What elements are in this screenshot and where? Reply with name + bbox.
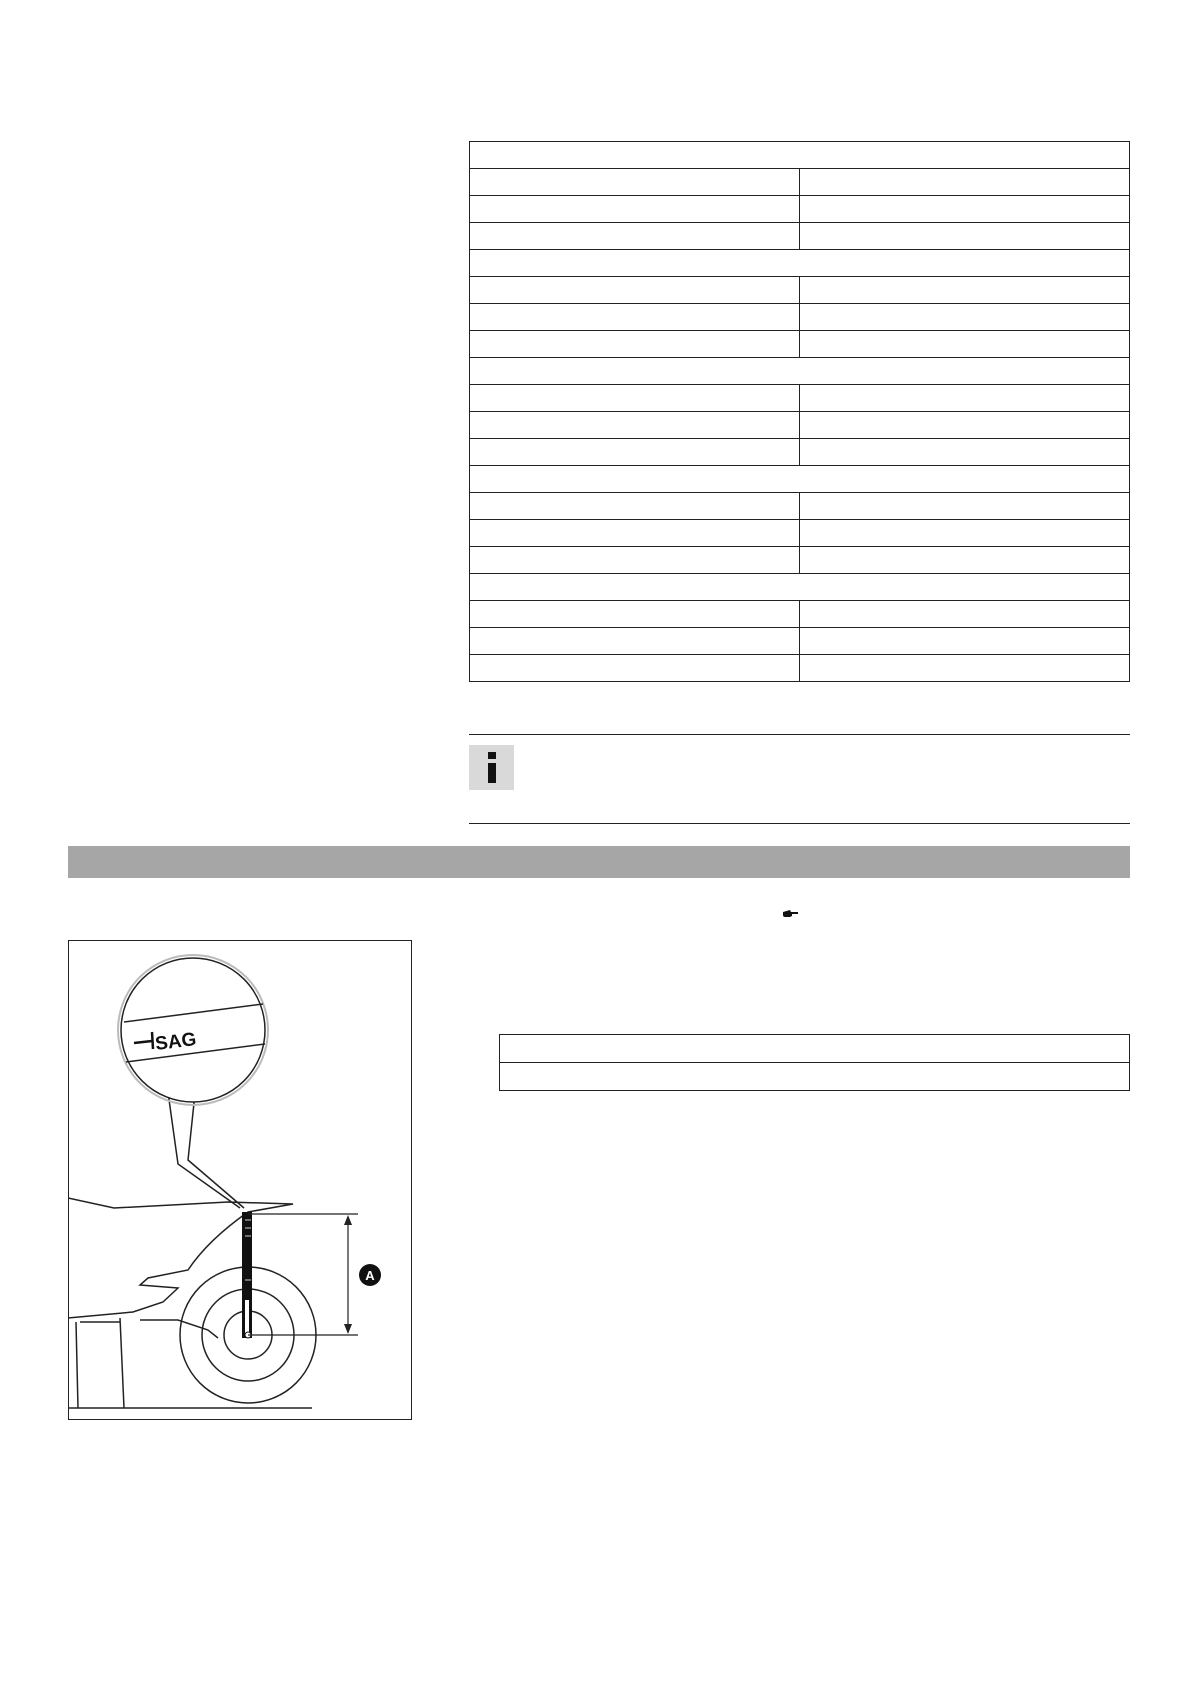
spec-table-row (470, 304, 1130, 331)
spec-table-value-cell (800, 169, 1130, 196)
spec-table-group-header (470, 250, 1130, 277)
magnifier-label: SAG (154, 1029, 198, 1055)
spec-table-row (470, 412, 1130, 439)
pointing-hand-icon (782, 907, 800, 925)
spec-table-label-cell (470, 223, 800, 250)
spec-table-value-cell (800, 439, 1130, 466)
spec-table-value-cell (800, 493, 1130, 520)
spec-table-row (470, 466, 1130, 493)
small-table-cell (500, 1063, 1130, 1091)
spec-table-label-cell (470, 628, 800, 655)
section-header-bar (68, 846, 1130, 878)
spec-table-value-cell (800, 223, 1130, 250)
spec-table-row (470, 331, 1130, 358)
spec-table (469, 141, 1130, 682)
spec-table-label-cell (470, 439, 800, 466)
spec-table-label-cell (470, 493, 800, 520)
info-divider-top (469, 734, 1130, 735)
spec-table-row (470, 250, 1130, 277)
small-table-row (500, 1063, 1130, 1091)
spec-table-label-cell (470, 655, 800, 682)
spec-table-label-cell (470, 277, 800, 304)
spec-table-label-cell (470, 331, 800, 358)
spec-table-row (470, 655, 1130, 682)
small-table-row (500, 1035, 1130, 1063)
spec-table-label-cell (470, 412, 800, 439)
spec-table-row (470, 223, 1130, 250)
spec-table-value-cell (800, 628, 1130, 655)
spec-table-label-cell (470, 547, 800, 574)
spec-table-value-cell (800, 520, 1130, 547)
spec-table-row (470, 547, 1130, 574)
spec-table-group-header (470, 574, 1130, 601)
spec-table-value-cell (800, 196, 1130, 223)
spec-table-group-header (470, 358, 1130, 385)
small-table (499, 1034, 1130, 1091)
spec-table-value-cell (800, 385, 1130, 412)
spec-table-value-cell (800, 601, 1130, 628)
spec-table-value-cell (800, 412, 1130, 439)
spec-table-group-header (470, 466, 1130, 493)
spec-table-row (470, 439, 1130, 466)
spec-table-label-cell (470, 196, 800, 223)
section-title (68, 853, 78, 870)
spec-table-row (470, 358, 1130, 385)
info-icon (469, 745, 514, 790)
spec-table-row (470, 628, 1130, 655)
spec-table-value-cell (800, 655, 1130, 682)
spec-table-label-cell (470, 304, 800, 331)
spec-table-value-cell (800, 304, 1130, 331)
spec-table-row (470, 169, 1130, 196)
stand-outline (76, 1318, 124, 1408)
spec-table-row (470, 574, 1130, 601)
dimension-label: A (365, 1268, 375, 1283)
measuring-tape-window (245, 1300, 249, 1334)
info-divider-bottom (469, 823, 1130, 824)
spec-table-value-cell (800, 331, 1130, 358)
sag-figure (68, 940, 412, 1420)
small-table-cell (500, 1035, 1130, 1063)
spec-table-label-cell (470, 520, 800, 547)
spec-table-row (470, 385, 1130, 412)
spec-table-row (470, 142, 1130, 169)
spec-table-label-cell (470, 385, 800, 412)
spec-table-row (470, 520, 1130, 547)
spec-table-value-cell (800, 277, 1130, 304)
spec-table-row (470, 601, 1130, 628)
spec-table-group-header (470, 142, 1130, 169)
spec-table-label-cell (470, 601, 800, 628)
spec-table-row (470, 277, 1130, 304)
spec-table-row (470, 196, 1130, 223)
spec-table-value-cell (800, 547, 1130, 574)
spec-table-row (470, 493, 1130, 520)
spec-table-label-cell (470, 169, 800, 196)
